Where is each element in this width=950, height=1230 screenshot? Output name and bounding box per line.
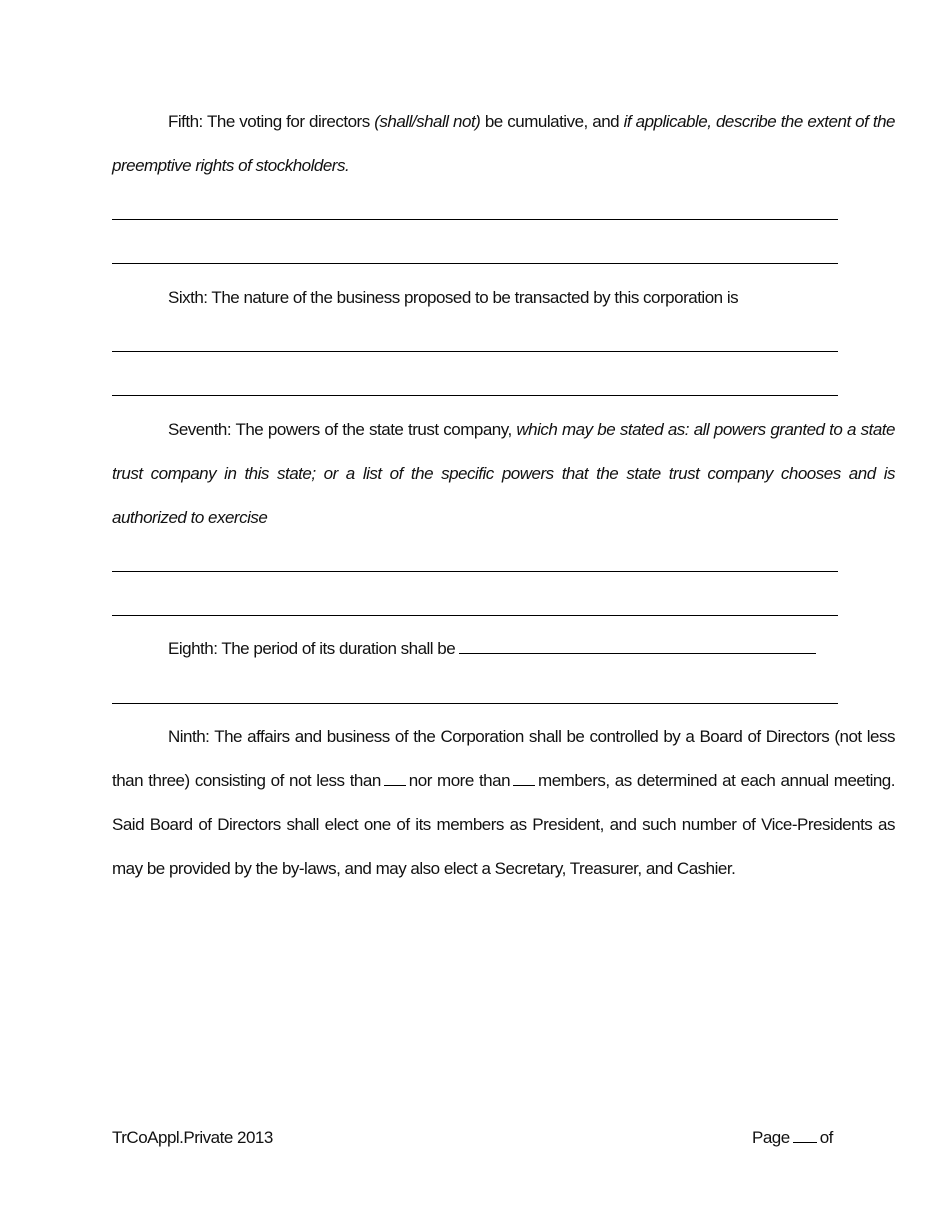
ninth-part1: Ninth: The affairs and business of the Corporation shall be controlled by a Board of Directors (not less than three) consisting of not less than: [112, 727, 895, 790]
ninth-part3: members, as determined at each annual meeting. Said Board of Directors shall elect one of its members as President, and such number of Vice-Presidents as may be provided by the by-laws, and may also elect a Secretary, Treasurer, and Cashier.: [112, 771, 895, 878]
seventh-answer-line-1[interactable]: [112, 571, 838, 572]
article-seventh: [112, 408, 895, 540]
page-number-blank[interactable]: [793, 1128, 817, 1143]
seventh-instruction: which may be stated as: all powers granted to a state trust company in this state; or a list of the specific powers that the state trust company chooses and is authorized to exercise: [112, 420, 895, 527]
fifth-mid: be cumulative, and: [480, 112, 624, 131]
eighth-answer-line-2[interactable]: [112, 703, 838, 704]
max-directors-blank[interactable]: [513, 771, 535, 786]
fifth-answer-line-1[interactable]: [112, 219, 838, 220]
fifth-lead: Fifth: The voting for directors: [168, 112, 375, 131]
of-label: of: [819, 1128, 833, 1147]
seventh-lead: Seventh: The powers of the state trust company,: [168, 420, 517, 439]
eighth-text: Eighth: The period of its duration shall be: [168, 639, 456, 658]
sixth-text: Sixth: The nature of the business proposed to be transacted by this corporation is: [168, 288, 739, 307]
min-directors-blank[interactable]: [384, 771, 406, 786]
article-eighth: [112, 627, 895, 671]
fifth-choice: (shall/shall not): [374, 112, 481, 131]
article-fifth: [112, 100, 895, 188]
ninth-part2: nor more than: [408, 771, 511, 790]
sixth-answer-line-2[interactable]: [112, 395, 838, 396]
page-label: Page: [752, 1128, 790, 1147]
footer-page-number: [752, 1128, 833, 1148]
sixth-answer-line-1[interactable]: [112, 351, 838, 352]
eighth-duration-field[interactable]: [459, 637, 816, 654]
footer-form-id: TrCoAppl.Private 2013: [112, 1128, 273, 1147]
article-ninth: [112, 715, 895, 891]
article-sixth: [112, 276, 895, 320]
fifth-answer-line-2[interactable]: [112, 263, 838, 264]
seventh-answer-line-2[interactable]: [112, 615, 838, 616]
fifth-instruction: if applicable, describe the extent of the preemptive rights of stockholders.: [112, 112, 895, 175]
